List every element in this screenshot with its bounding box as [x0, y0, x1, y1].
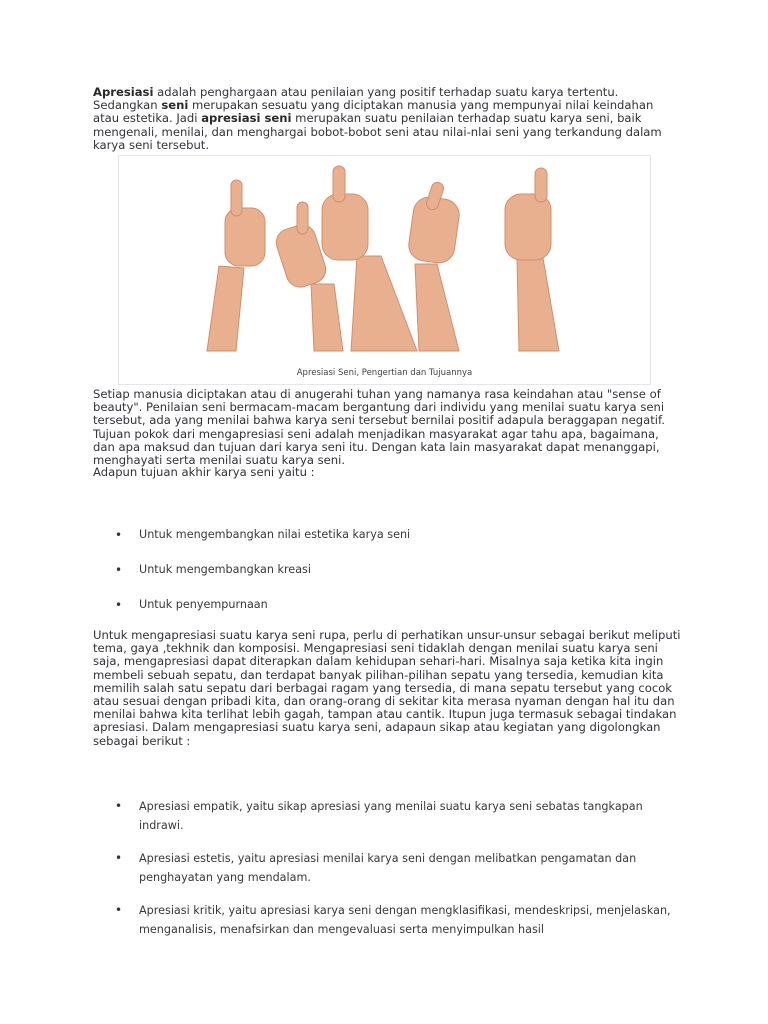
- list-item: • Untuk mengembangkan kreasi: [93, 563, 683, 598]
- term-apresiasi: Apresiasi: [93, 85, 154, 99]
- list-item: • Untuk mengembangkan nilai estetika karya seni: [93, 528, 683, 563]
- list-item: • Apresiasi empatik, yaitu sikap apresiasi yang menilai suatu karya seni sebatas tangkapan indrawi.: [93, 797, 683, 835]
- hand-4: [407, 181, 461, 351]
- figure-caption: Apresiasi Seni, Pengertian dan Tujuannya: [296, 368, 473, 378]
- intro-text-1: adalah penghargaan atau penilaian yang positif terhadap suatu karya tertentu. Sedangkan: [93, 85, 619, 113]
- thumbs-up-hands-image: [119, 156, 652, 356]
- attitudes-list: [93, 797, 683, 953]
- paragraph-sense-of-beauty: Setiap manusia diciptakan atau di anugerahi tuhan yang namanya rasa keindahan atau "sense of beauty". Penilaian seni bermacam-macam bergantung dari individu yang menilai suatu karya seni tersebut, ada yang menilai bahwa karya seni tersebut bernilai positif adapula beraggapan negatif. Tujuan pokok dari mengapresiasi seni adalah menjadikan masyarakat agar tahu apa, bagaimana, dan apa maksud dan tujuan dari karya seni itu. Dengan kata lain masyarakat dapat menanggapi, menghayati serta menilai suatu karya seni.: [93, 387, 665, 468]
- paragraph-appreciation-example: Untuk mengapresiasi suatu karya seni rupa, perlu di perhatikan unsur-unsur sebagai berikut meliputi tema, gaya ,tekhnik dan komposisi. Mengapresiasi seni tidaklah dengan menilai suatu karya seni saja, mengapresiasi dapat diterapkan dalam kehidupan sehari-hari. Misalnya saja ketika kita ingin membeli sebuah sepatu, dan terdapat banyak pilihan-pilihan sepatu yang tersedia, kemudian kita memilih salah satu sepatu dari berbagai ragam yang tersedia, di mana sepatu tersebut yang cocok atau sesuai dengan pribadi kita, dan orang-orang di sekitar kita merasa nyaman dengan hal itu dan menilai bahwa kita terlihat lebih gagah, tampan atau cantik. Itupun juga termasuk sebagai tindakan apresiasi. Dalam mengapresiasi suatu karya seni, adapaun sikap atau kegiatan yang digolongkan sebagai berikut :: [93, 628, 681, 748]
- term-seni: seni: [161, 98, 189, 113]
- list-item: • Apresiasi kritik, yaitu apresiasi karya seni dengan mengklasifikasi, mendeskripsi, menjelaskan, menganalisis, menafsirkan dan mengevaluasi serta menyimpulkan hasil: [93, 901, 683, 939]
- thumbs-up-figure: [118, 155, 651, 385]
- hand-1: [207, 180, 265, 351]
- paragraph-goals-intro: Adapun tujuan akhir karya seni yaitu :: [93, 465, 315, 479]
- list-item: • Apresiasi estetis, yaitu apresiasi menilai karya seni dengan melibatkan pengamatan dan penghayatan yang mendalam.: [93, 849, 683, 887]
- hand-5: [505, 168, 559, 351]
- goals-list: [93, 528, 683, 633]
- intro-paragraph: [93, 86, 683, 152]
- term-apresiasi-seni: apresiasi seni: [201, 111, 292, 126]
- intro-text-2: merupakan sesuatu yang diciptakan manusia yang mempunyai nilai keindahan atau estetika. Jadi: [93, 98, 654, 126]
- intro-text-3: merupakan suatu penilaian terhadap suatu karya seni, baik mengenali, menilai, dan menghargai bobot-bobot seni atau nilai-nlai seni yang terkandung dalam karya seni tersebut.: [93, 111, 662, 152]
- list-item: • Untuk penyempurnaan: [93, 598, 683, 633]
